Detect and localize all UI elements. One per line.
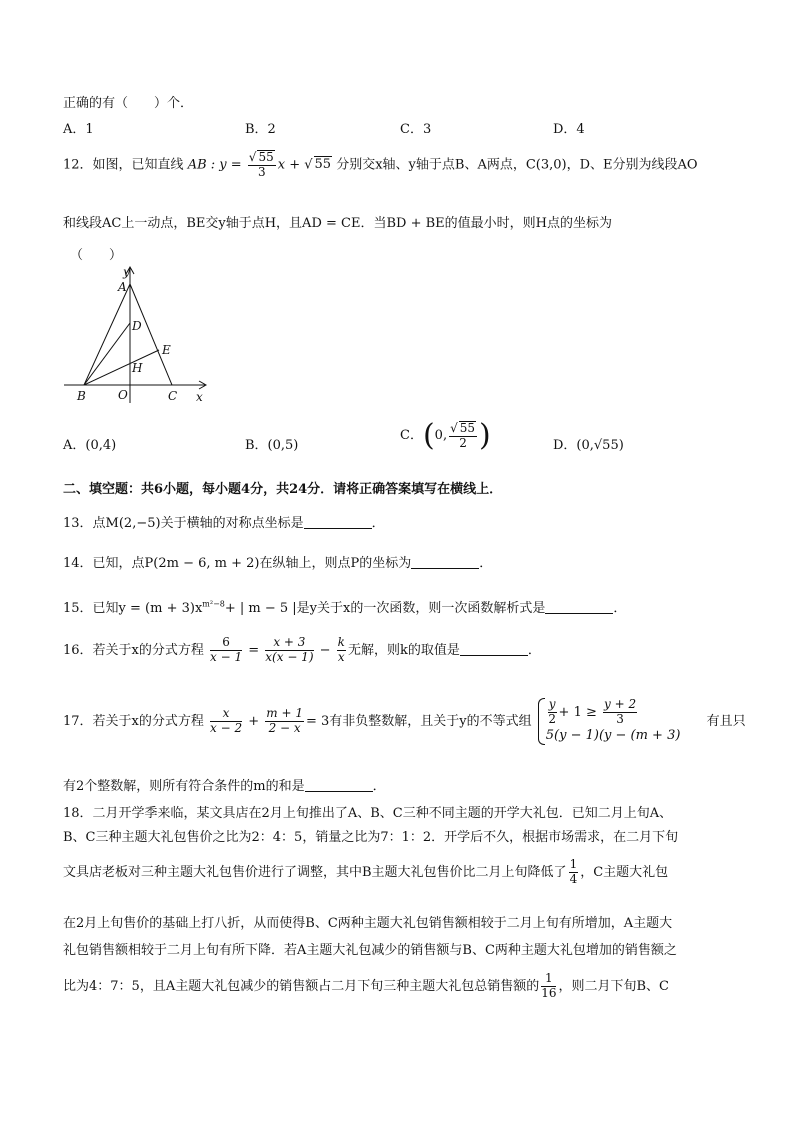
q15-answer-blank[interactable] — [545, 601, 613, 614]
q11-stem: 正确的有（ ）个． — [63, 96, 194, 111]
q11-option-c: C．3 — [400, 122, 432, 137]
fig-label-h: H — [132, 361, 143, 375]
fig-label-e: E — [162, 343, 171, 357]
q16: 16．若关于x的分式方程 $\frac{6}{x - 1}$ = $\frac{x + 3}{x(x - 1)}$ − $\frac{k}{x}$ 无解，则k的取值是 ． — [63, 635, 541, 664]
q12-option-b: B．(0,5) — [245, 438, 299, 453]
q12-paren: （ ） — [70, 248, 123, 263]
q14: 14．已知，点P(2m − 6, m + 2)在纵轴上，则点P的坐标为 ． — [63, 556, 493, 571]
q18-line1: 18．二月开学季来临，某文具店在2月上旬推出了A、B、C三种不同主题的开学大礼包．已知二月上旬A、 — [63, 806, 673, 821]
section-2-title: 二、填空题：共6小题，每小题4分，共24分．请将正确答案填写在横线上． — [63, 482, 503, 497]
fig-label-o: O — [118, 388, 128, 402]
q17-inequality-system: $\frac{y}{2}$ + 1 ≥ $\frac{y + 2}{3}$ 5(y − 1)(y − (m + 3) — [538, 698, 681, 745]
q17-answer-blank[interactable] — [305, 779, 373, 792]
q12-figure — [60, 262, 220, 410]
q17: 17．若关于x的分式方程 $\frac{x}{x - 2}$ + $\frac{m + 1}{2 - x}$ = 3有非负整数解，且关于y的不等式组 $\frac{y}{2}$ + 1 ≥ $\frac{y + 2}{3}$ 5(y − 1)(y − (m + 3) 有且只 — [63, 698, 746, 745]
q16-answer-blank[interactable] — [460, 643, 528, 656]
q14-answer-blank[interactable] — [411, 556, 479, 569]
q18-line3: 文具店老板对三种主题大礼包售价进行了调整，其中B主题大礼包售价比二月上旬降低了 $\frac{1}{4}$ ，C主题大礼包 — [63, 857, 669, 886]
q11-option-a: A．1 — [63, 122, 94, 137]
fig-label-d: D — [132, 319, 142, 333]
q12-option-a: A．(0,4) — [63, 438, 117, 453]
q11-option-b: B．2 — [245, 122, 276, 137]
q15: 15．已知$y = (m + 3)x^{m^2-8}+$ | m − 5 |是y关于x的一次函数，则一次函数解析式是 ． — [63, 599, 627, 616]
q13: 13．点M(2,−5)关于横轴的对称点坐标是 ． — [63, 516, 385, 531]
fig-label-b: B — [77, 389, 86, 403]
q12-option-d: D．(0,√55) — [553, 438, 624, 453]
q18-line4: 在2月上旬售价的基础上打八折，从而使得B、C两种主题大礼包销售额相较于二月上旬有所增加，A主题大 — [63, 916, 673, 931]
fig-label-a: A — [118, 280, 127, 294]
q17-line2: 有2个整数解，则所有符合条件的m的和是 ． — [63, 779, 386, 794]
q18-line6: 比为4：7：5，且A主题大礼包减少的销售额占二月下旬三种主题大礼包总销售额的 $\frac{1}{16}$ ，则二月下旬B、C — [63, 971, 669, 1000]
q18-line5: 礼包销售额相较于二月上旬有所下降．若A主题大礼包减少的销售额与B、C两种主题大礼包增加的销售额之 — [63, 943, 677, 958]
q11-option-d: D．4 — [553, 122, 585, 137]
q18-line2: B、C三种主题大礼包售价之比为2：4：5，销量之比为7：1：2．开学后不久，根据市场需求，在二月下旬 — [63, 830, 679, 845]
fig-label-x: x — [196, 390, 203, 404]
q12-line1: 12．如图，已知直线 AB : y = $\frac{√ 55}{3}$ x + √ 55 分别交x轴、y轴于点B、A两点，C(3,0)，D、E分别为线段AO — [63, 150, 698, 179]
q12-option-c: C．(0, $\frac{√ 55}{2}$ ) — [400, 418, 491, 453]
q13-answer-blank[interactable] — [304, 516, 372, 529]
fig-label-y: y — [123, 265, 130, 279]
q12-line2: 和线段AC上一动点，BE交y轴于点H，且AD = CE．当BD + BE的值最小时，则H点的坐标为 — [63, 216, 612, 231]
fig-label-c: C — [168, 389, 178, 403]
